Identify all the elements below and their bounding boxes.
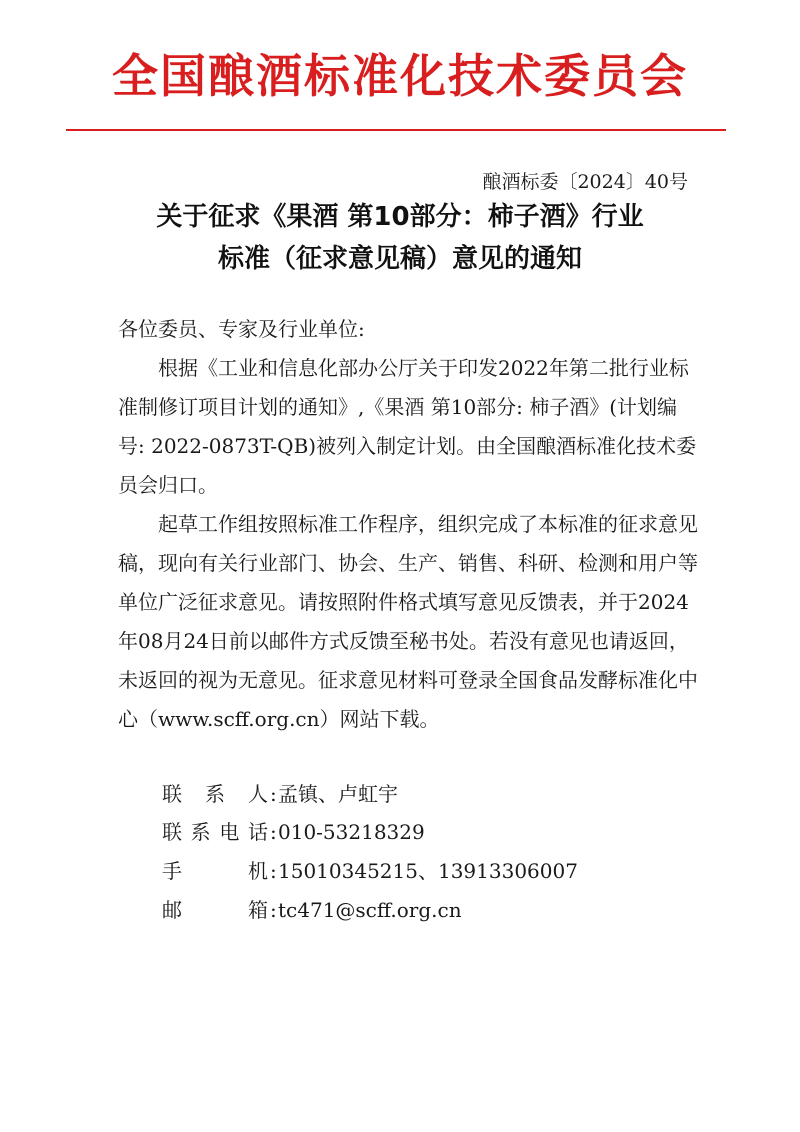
contact-phone-label: 联系电话 [162,820,268,844]
contact-person-label: 联 系 人 [162,782,268,806]
contact-mobile-row [162,853,682,889]
header-divider [66,129,726,131]
contact-person-value: 孟镇、卢虹宇 [278,782,398,806]
organization-header: 全国酿酒标准化技术委员会 [112,49,688,103]
contact-mobile-value: 15010345215、13913306007 [278,859,578,883]
contact-mobile-colon: : [270,859,277,883]
contact-person-colon: : [270,782,277,806]
contact-email-row [162,892,682,928]
notice-title-line-1: 关于征求《果酒 第10部分：柿子酒》行业 [156,202,644,232]
document-number: 酿酒标委〔2024〕40号 [482,171,688,193]
salutation: 各位委员、专家及行业单位: [118,317,365,341]
notice-title-line-2: 标准（征求意见稿）意见的通知 [217,244,582,274]
contact-phone-row [162,814,682,850]
notice-body [118,310,698,739]
contact-mobile-label: 手 机 [162,859,268,883]
contact-person-row [162,776,682,812]
contact-email-label: 邮 箱 [162,898,268,922]
notice-title [0,196,800,280]
paragraph-1: 根据《工业和信息化部办公厅关于印发2022年第二批行业标准制修订项目计划的通知》,《果酒 第10部分: 柿子酒》(计划编号: 2022-0873T-QB)被列入制定计划。由全国酿酒标准化技术委员会归口。 [118,356,697,497]
contact-email-value: tc471@scff.org.cn [278,898,462,922]
contact-phone-colon: : [270,820,277,844]
contact-phone-value: 010-53218329 [278,820,425,844]
paragraph-2: 起草工作组按照标准工作程序，组织完成了本标准的征求意见稿，现向有关行业部门、协会、生产、销售、科研、检测和用户等单位广泛征求意见。请按照附件格式填写意见反馈表，并于2024年08月24日前以邮件方式反馈至秘书处。若没有意见也请返回，未返回的视为无意见。征求意见材料可登录全国食品发酵标准化中心（www.scff.org.cn）网站下载。 [118,512,698,731]
contact-email-colon: : [270,898,277,922]
